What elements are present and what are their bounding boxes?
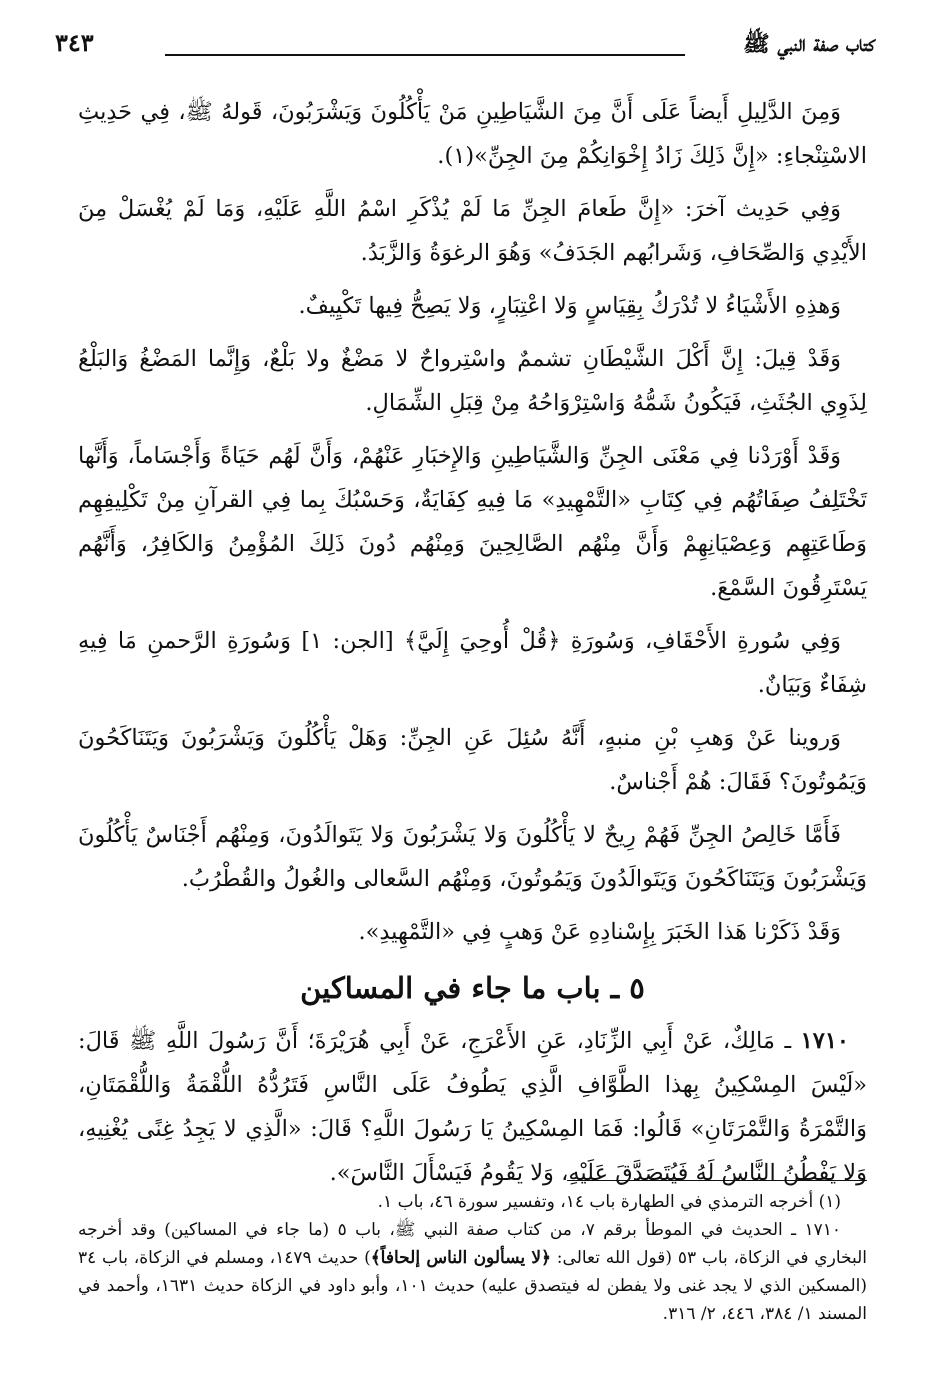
footnote-hadith-1710 xyxy=(78,1216,867,1328)
footnote-quran-quote: ﴿لا يسألون الناس إلحافاً﴾ xyxy=(370,1248,552,1268)
header-rule xyxy=(165,54,685,56)
paragraph: وَروينا عَنْ وَهبِ بْنِ منبهٍ، أَنَّهُ سُئِلَ عَنِ الجِنِّ: وَهَلْ يَأْكُلُونَ وَيَشْرَبُونَ وَيَتَنَاكَحُونَ وَيَمُوتُونَ؟ فَقَالَ: هُمْ أَجْناسٌ. xyxy=(78,725,867,795)
running-title: كتاب صفة النبي ﷺ xyxy=(743,31,875,57)
footnote-text: ١٧١٠ ـ الحديث في الموطأ برقم ٧، من كتاب صفة النبي ﷺ، باب ٥ (ما جاء في المساكين) وقد أخرجه البخاري في الزكاة، باب ٥٣ (قول الله تعالى: xyxy=(78,1220,868,1268)
hadith-paragraph xyxy=(78,1019,867,1195)
footnote-text: ) حديث ١٤٧٩، ومسلم في الزكاة، باب ٣٤ (المسكين الذي لا يجد غنى ولا يفطن له فيتصدق عليه) حديث ١٠١، وأبو داود في الزكاة حديث ١٦٣١، وأحمد في المسند ١/ ٣٨٤، ٤٤٦، ٢/ ٣١٦. xyxy=(78,1248,867,1324)
paragraph: وَهذِهِ الأَشْيَاءُ لا تُدْرَكُ بِقِيَاسٍ وَلا اعْتِبَارٍ، وَلا يَصِحُّ فِيها تَكْيِيفٌ. xyxy=(298,293,841,319)
hadith-text: ـ مَالِكٌ، عَنْ أَبِي الزِّنَادِ، عَنِ الأَعْرَجِ، عَنْ أَبِي هُرَيْرَةَ؛ أَنَّ رَسُولَ اللَّهِ ﷺ قَالَ: «لَيْسَ المِسْكِينُ بِهذا الطَّوَّافِ الَّذِي يَطُوفُ عَلَى النَّاسِ فَتَرُدُّهُ اللُّقْمَةُ وَاللُّقْمَتَانِ، وَالتَّمْرَةُ وَالتَّمْرَتَانِ» قَالُوا: فَمَا المِسْكِينُ يَا رَسُولَ اللَّهِ؟ قَالَ: «الَّذِي لا يَجِدُ غِنًى يُغْنِيهِ، وَلا يَفْطُنُ النَّاسُ لَهُ فَيُتَصَدَّقَ عَلَيْهِ، وَلا يَقُومُ فَيَسْأَلَ النَّاسَ». xyxy=(78,1028,867,1186)
hadith-number: ١٧١٠ xyxy=(800,1028,849,1054)
footnote-rule xyxy=(567,1180,867,1181)
paragraph: فَأَمَّا خَالِصُ الجِنِّ فَهُمْ رِيحٌ لا يَأْكُلُونَ وَلا يَشْرَبُونَ وَلا يَتَوالَدُونَ، وَمِنْهُم أَجْنَاسٌ يَأْكُلُونَ وَيَشْرَبُونَ وَيَتَنَاكَحُونَ وَيَتَوالَدُونَ وَيَمُوتُونَ، وَمِنْهُم السَّعالى والغُولُ والقُطْرُبُ. xyxy=(78,822,867,892)
footnotes xyxy=(78,1188,867,1328)
paragraph: وَفِي حَدِيث آخرَ: «إِنَّ طَعامَ الجِنِّ مَا لَمْ يُذْكَرِ اسْمُ اللَّهِ عَلَيْهِ، وَمَا لَمْ يُغْسَلْ مِنَ الأَيْدِي وَالصِّحَافِ، وَشَرابُهم الجَدَفُ» وَهُوَ الرغوَةُ وَالزَّبَدُ. xyxy=(78,196,867,266)
page-header xyxy=(55,28,875,62)
paragraph: وَقَدْ أَوْرَدْنا فِي مَعْنَى الجِنِّ وَالشَّيَاطِينِ وَالإِخبَارِ عَنْهُمْ، وَأَنَّ لَهُم حَيَاةً وَأَجْسَاماً، وَأَنَّها تَخْتَلِفُ صِفَاتُهُم فِي كِتَابِ «التَّمْهِيدِ» مَا فِيهِ كِفَايَةٌ، وَحَسْبُكَ بِما فِي القرآنِ مِنْ تَكْلِيفِهِم وَطَاعَتِهِم وَعِصْيَانِهِمْ وَأَنَّ مِنْهُم الصَّالِحِينَ وَمِنْهُم دُونَ ذَلِكَ المُؤْمِنُ وَالكَافِرُ، وَأَنَّهُم يَسْتَرِقُونَ السَّمْعَ. xyxy=(78,443,867,601)
paragraph: وَقَدْ قِيلَ: إِنَّ أَكْلَ الشَّيْطَانِ تشممٌ واسْتِرواحٌ لا مَضْغٌ ولا بَلْعٌ، وَإِنَّما المَضْغُ وَالبَلْعُ لِذَوِي الجُثَثِ، فَيَكُونُ شَمُّهُ وَاسْتِرْوَاحُهُ مِنْ قِبَلِ الشِّمَالِ. xyxy=(78,346,867,416)
paragraph: وَقَدْ ذَكَرْنا هَذا الخَبَرَ بِإِسْنادِهِ عَنْ وَهبٍ فِي «التَّمْهِيدِ». xyxy=(358,919,841,945)
chapter-heading: ٥ ـ باب ما جاء في المساكين xyxy=(300,971,645,1005)
page-number: ٣٤٣ xyxy=(55,28,94,57)
paragraph: وَفِي سُورةِ الأَحْقَافِ، وَسُورَةِ ﴿قُلْ أُوحِيَ إِلَيَّ﴾ [الجن: ١] وَسُورَةِ الرَّحمنِ مَا فِيهِ شِفَاءٌ وَبَيَانٌ. xyxy=(78,628,867,698)
main-text xyxy=(78,90,867,1204)
paragraph: وَمِنَ الدَّلِيلِ أَيضاً عَلَى أَنَّ مِنَ الشَّيَاطِينِ مَنْ يَأْكُلُونَ وَيَشْرَبُونَ، قَولهُ ﷺ، فِي حَدِيثِ الاسْتِنْجاءِ: «إِنَّ ذَلِكَ زَادُ إِخْوَانِكُمْ مِنَ الجِنِّ»(١). xyxy=(78,99,867,169)
footnote-1: (١) أخرجه الترمذي في الطهارة باب ١٤، وتفسير سورة ٤٦، باب ١. xyxy=(377,1192,841,1212)
